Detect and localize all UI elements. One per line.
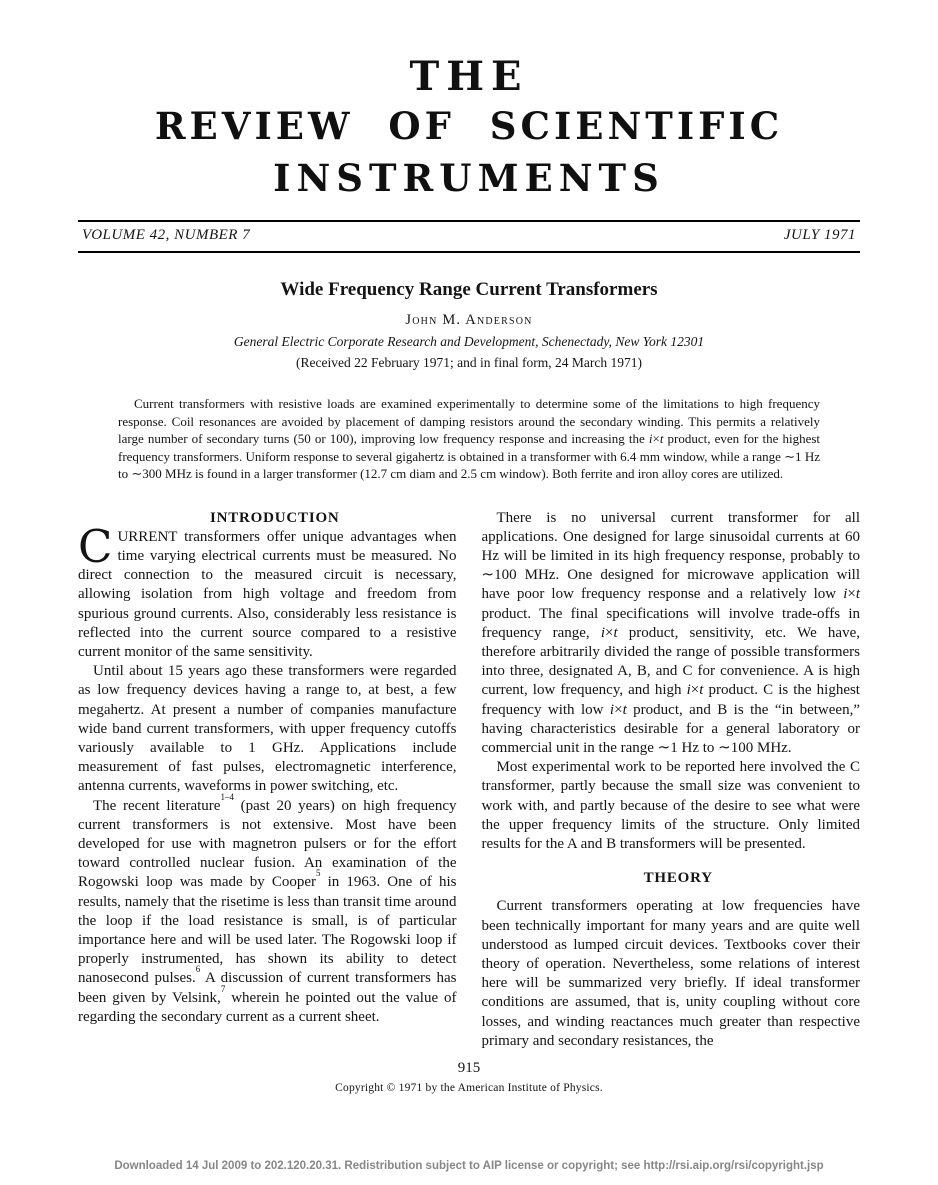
- copyright-notice: Copyright © 1971 by the American Institute of Physics.: [335, 1081, 603, 1094]
- page-number: 915: [457, 1059, 481, 1076]
- intro-paragraph-1: [78, 519, 457, 662]
- issue-date: JULY 1971: [783, 227, 856, 243]
- theory-paragraph-1: Current transformers operating at low frequencies have been technically important for many years and are quite well understood as lumped circuit devices. Textbooks cover their theory of operation. Nevertheless, some relations of interest here will be summarized very briefly. If ideal transformer conditions are assumed, that is, unity coupling without core losses, and winding reactances much greater than respective primary and secondary resistances, the: [481, 898, 860, 1049]
- introduction-heading: INTRODUCTION: [209, 509, 340, 526]
- article-title: Wide Frequency Range Current Transformers: [280, 279, 658, 300]
- issue-bar: [78, 220, 860, 253]
- masthead-line-the: THE: [409, 53, 529, 100]
- left-column: [78, 509, 457, 1051]
- volume-number: VOLUME 42, NUMBER 7: [82, 227, 251, 243]
- right-paragraph-1: There is no universal current transformer for all applications. One designed for large sinusoidal currents at 60 Hz will be limited in its high frequency response, probably to ∼100 MHz. One designed for microwave application will have poor low frequency response and a relatively low i×t product. The final specifications will involve trade-offs in frequency range, i×t product, sensitivity, etc. We have, therefore arbitrarily divided the range of possible transformers into three, designated A, B, and C for convenience. A is high current, low frequency, and high i×t product. C is the highest frequency with low i×t product, and B is the “in between,” having characteristics desirable for a general laboratory or commercial unit in the range ∼1 Hz to ∼100 MHz.: [481, 509, 860, 756]
- body-columns: [78, 509, 860, 1051]
- download-notice: Downloaded 14 Jul 2009 to 202.120.20.31. Redistribution subject to AIP license or copyright; see http://rsi.aip.org/rsi/copyright.jsp: [114, 1160, 824, 1172]
- masthead-line-instruments: INSTRUMENTS: [273, 156, 665, 200]
- intro-paragraph-2: Until about 15 years ago these transformers were regarded as low frequency devices having a range to, at best, a few megahertz. At present a number of companies manufacture wide band current transformers, with upper frequency cutoffs variously available to 1 GHz. Applications include measurement of fast pulses, electromagnetic interference, antenna currents, waveforms in power switching, etc.: [78, 663, 457, 795]
- intro-paragraph-1-text: URRENT transformers offer unique advantages when time varying electrical currents must be measured. No direct connection to the measured circuit is necessary, allowing isolation from high voltage and freedom from spurious ground currents. Also, considerably less resistance is reflected into the current source compared to a resistive current monitor of the same sensitivity.: [78, 528, 457, 660]
- theory-heading: THEORY: [643, 870, 713, 887]
- right-column: [482, 509, 861, 1051]
- author-affiliation: General Electric Corporate Research and Development, Schenectady, New York 12301: [233, 334, 705, 349]
- right-paragraph-2: Most experimental work to be reported here involved the C transformer, partly because the small size was convenient to work with, and partly because of the desire to see what were the upper frequency limits of the structure. Only limited results for the A and B transformers will be presented.: [481, 759, 860, 852]
- journal-masthead: [78, 54, 860, 204]
- intro-paragraph-3: The recent literature$^{1-4}$ (past 20 years) on high frequency current transformers is not extensive. Most have been developed for use with magnetron pulsers or for the effort toward controlled nuclear fusion. An examination of the Rogowski loop was made by Cooper$^5$ in 1963. One of his results, namely that the risetime is less than transit time around the loop if the load resistance is small, is of particular importance here and will be used later. The Rogowski loop if properly instrumented, has shown its ability to detect nanosecond pulses.$^6$ A discussion of current transformers has been given by Velsink,$^7$ wherein he pointed out the value of regarding the secondary current as a current sheet.: [78, 791, 457, 1025]
- received-dates: (Received 22 February 1971; and in final form, 24 March 1971): [295, 355, 643, 370]
- author-name: John M. Anderson: [405, 312, 533, 328]
- masthead-line-review: REVIEW OF SCIENTIFIC: [154, 104, 784, 148]
- drop-cap: C: [78, 519, 113, 573]
- abstract: Current transformers with resistive loads are examined experimentally to determine some of the limitations to high frequency response. Coil resonances are avoided by placement of damping resistors around the secondary winding. This permits a relatively large number of secondary turns (50 or 100), improving low frequency response and increasing the i×t product, even for the highest frequency transformers. Uniform response to several gigahertz is obtained in a transformer with 6.4 mm window, while a range ∼1 Hz to ∼300 MHz is found in a larger transformer (12.7 cm diam and 2.5 cm window). Both ferrite and iron alloy cores are utilized.: [118, 396, 821, 481]
